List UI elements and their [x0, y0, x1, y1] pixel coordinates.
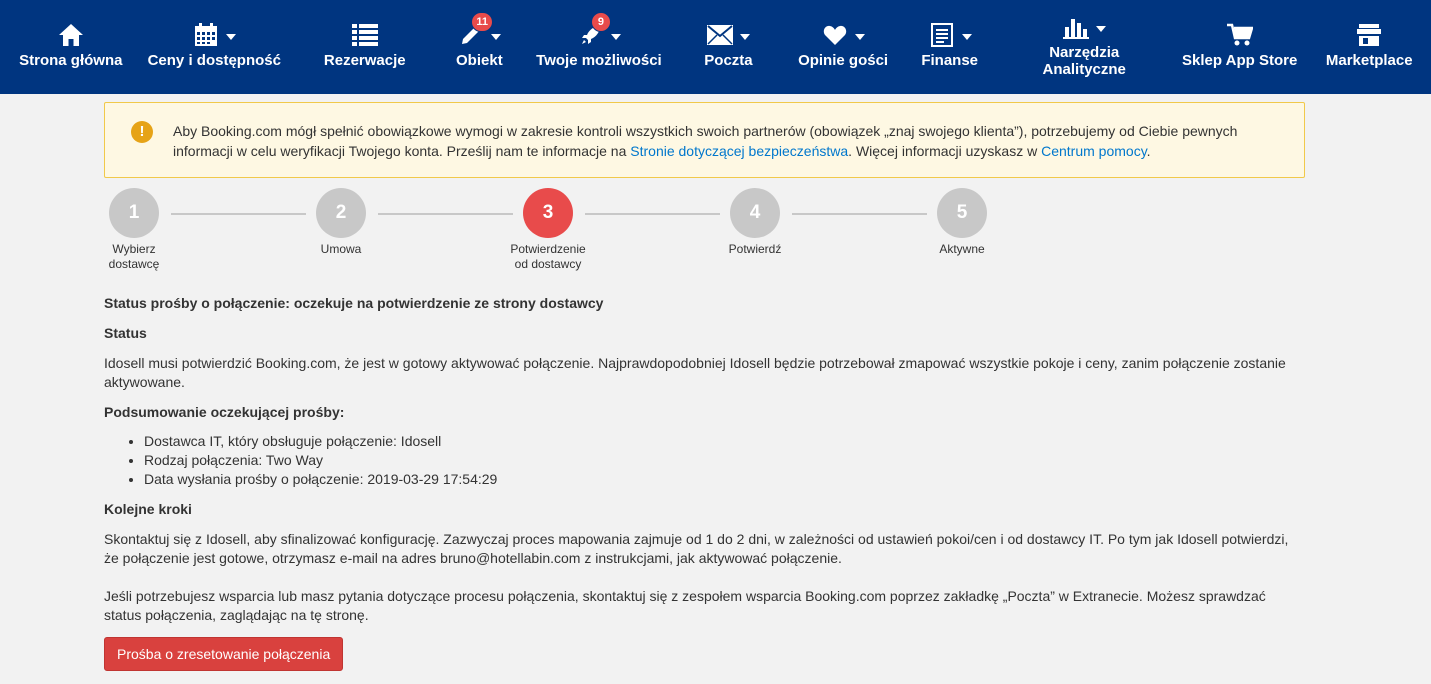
- nav-label: Strona główna: [19, 52, 123, 69]
- notification-badge: 11: [471, 12, 493, 32]
- nav-label: Rezerwacje: [323, 52, 406, 69]
- home-icon: [57, 22, 85, 48]
- chevron-down-icon: [1096, 26, 1106, 32]
- status-heading: Status prośby o połączenie: oczekuje na potwierdzenie ze strony dostawcy: [104, 295, 604, 311]
- nav-item-finance[interactable]: [903, 0, 997, 94]
- step-4: [705, 188, 805, 257]
- nav-item-reservations[interactable]: [295, 0, 435, 94]
- envelope-icon: [706, 22, 734, 48]
- list-item: • Dostawca IT, który obsługuje połączenie: Idosell: [144, 432, 1305, 451]
- calendar-icon: [192, 22, 220, 48]
- nav-label: Finanse: [921, 52, 979, 69]
- summary-list: [144, 432, 1305, 489]
- step-label: Potwierdzenie od dostawcy: [510, 242, 586, 271]
- step-5: [912, 188, 1012, 257]
- nav-label: Obiekt: [456, 52, 503, 69]
- step-label: Potwierdź: [728, 242, 782, 256]
- nav-item-property[interactable]: [435, 0, 525, 94]
- step-3: [498, 188, 598, 272]
- status-text: Idosell musi potwierdzić Booking.com, że jest w gotowy aktywować połączenie. Najprawdopodobniej Idosell będzie potrzebował zmapować wszystkie pokoje i ceny, zanim połączenie zostanie aktywowane.: [104, 355, 1286, 390]
- step-connector: [378, 213, 513, 215]
- nav-item-home[interactable]: [8, 0, 134, 94]
- step-2: [291, 188, 391, 257]
- alert-text-before: Aby Booking.com mógł spełnić obowiązkowe wymogi w zakresie kontroli wszystkich swoich partnerów (obowiązek „znaj swojego klienta”), potrzebujemy od Ciebie pewnych informacji w celu weryfikacji Twojego konta. Prześlij nam te informacje na: [173, 123, 1238, 159]
- next-steps-title: Kolejne kroki: [104, 501, 192, 517]
- nav-item-mail[interactable]: [674, 0, 784, 94]
- notification-badge: 9: [591, 12, 611, 32]
- security-page-link[interactable]: Stronie dotyczącej bezpieczeństwa: [630, 143, 849, 159]
- chevron-down-icon: [855, 34, 865, 40]
- step-connector: [585, 213, 720, 215]
- step-connector: [171, 213, 306, 215]
- nav-label: Sklep App Store: [1182, 52, 1298, 69]
- nav-label: Ceny i dostępność: [147, 52, 281, 69]
- chevron-down-icon: [611, 34, 621, 40]
- nav-item-marketplace[interactable]: [1307, 0, 1431, 94]
- alert-text-middle: . Więcej informacji uzyskasz w: [848, 143, 1042, 159]
- support-text: Jeśli potrzebujesz wsparcia lub masz pytania dotyczące procesu połączenia, skontaktuj się z zespołem wsparcia Booking.com poprzez zakładkę „Poczta” w Extranecie. Możesz sprawdzać status połączenia, zaglądając na tę stronę.: [104, 588, 1266, 623]
- step-label: Umowa: [320, 242, 362, 256]
- chevron-down-icon: [740, 34, 750, 40]
- step-number: 3: [523, 188, 573, 238]
- chevron-down-icon: [226, 34, 236, 40]
- step-number: 2: [316, 188, 366, 238]
- step-number: 5: [937, 188, 987, 238]
- store-icon: [1355, 22, 1383, 48]
- nav-item-analytics[interactable]: [997, 0, 1172, 94]
- nav-label: Poczta: [704, 52, 753, 69]
- step-number: 1: [109, 188, 159, 238]
- nav-label: Narzędzia Analityczne: [1042, 44, 1126, 78]
- step-connector: [792, 213, 927, 215]
- nav-label: Opinie gości: [798, 52, 889, 69]
- status-title: Status: [104, 325, 147, 341]
- exclamation-icon: !: [131, 121, 153, 143]
- summary-title: Podsumowanie oczekującej prośby:: [104, 404, 345, 420]
- nav-item-rates[interactable]: [134, 0, 295, 94]
- help-center-link[interactable]: Centrum pomocy: [1041, 143, 1147, 159]
- step-label: Wybierz dostawcę: [108, 242, 160, 271]
- verification-alert: [104, 102, 1305, 178]
- main-content: [104, 102, 1305, 671]
- nav-label: Twoje możliwości: [536, 52, 662, 69]
- nav-label: Marketplace: [1325, 52, 1413, 69]
- reset-connection-button[interactable]: Prośba o zresetowanie połączenia: [104, 637, 343, 671]
- list-icon: [351, 22, 379, 48]
- nav-item-reviews[interactable]: [783, 0, 903, 94]
- heart-icon: [821, 22, 849, 48]
- cart-icon: [1226, 22, 1254, 48]
- document-icon: [928, 22, 956, 48]
- step-number: 4: [730, 188, 780, 238]
- chevron-down-icon: [491, 34, 501, 40]
- step-1: [84, 188, 184, 272]
- progress-stepper: [104, 188, 1305, 294]
- next-steps-text: Skontaktuj się z Idosell, aby sfinalizować konfigurację. Zazwyczaj proces mapowania zajmuje od 1 do 2 dni, w zależności od ustawień pokoi/cen i od dostawcy IT. Po tym jak Idosell potwierdzi, że połączenie jest gotowe, otrzymasz e-mail na adres bruno@hotellabin.com z instrukcjami, jak aktywować połączenie.: [104, 531, 1289, 566]
- alert-text-after: .: [1146, 143, 1151, 159]
- top-navigation: [0, 0, 1431, 94]
- bar-chart-icon: [1062, 14, 1090, 40]
- nav-item-opportunities[interactable]: [524, 0, 673, 94]
- step-label: Aktywne: [939, 242, 985, 256]
- list-item: • Data wysłania prośby o połączenie: 2019-03-29 17:54:29: [144, 470, 1305, 489]
- nav-item-app-store[interactable]: [1172, 0, 1308, 94]
- list-item: • Rodzaj połączenia: Two Way: [144, 451, 1305, 470]
- chevron-down-icon: [962, 34, 972, 40]
